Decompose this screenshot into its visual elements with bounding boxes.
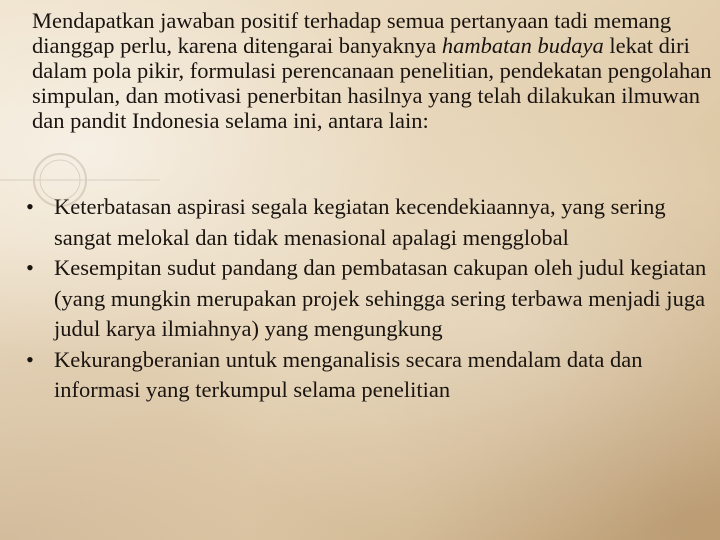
bullet-list bbox=[24, 192, 714, 406]
intro-text-after: lekat diri dalam pola pikir, formulasi perencanaan penelitian, pendekatan pengolahan simpulan, dan motivasi penerbitan hasilnya yang telah dilakukan ilmuwan dan pandit Indonesia selama ini, antara lain: bbox=[32, 33, 712, 133]
bullet-marker: • bbox=[26, 255, 34, 280]
bullet-marker: • bbox=[26, 346, 34, 372]
bullet-text: Kekurangberanian untuk menganalisis secara mendalam data dan informasi yang terkumpul selama penelitian bbox=[54, 346, 643, 402]
bullet-text: Kesempitan sudut pandang dan pembatasan cakupan oleh judul kegiatan (yang mungkin merupakan projek sehingga sering terbawa menjadi juga judul karya ilmiahnya) yang mengungkung bbox=[54, 255, 707, 341]
bullet-marker: • bbox=[26, 194, 34, 219]
intro-paragraph bbox=[32, 8, 712, 133]
list-item bbox=[24, 345, 714, 406]
list-item bbox=[24, 192, 714, 253]
intro-text-before: Mendapatkan jawaban positif terhadap semua pertanyaan tadi memang dianggap perlu, karena ditengarai banyaknya bbox=[32, 8, 672, 58]
intro-emphasis: hambatan budaya bbox=[441, 33, 604, 58]
bullet-text: Keterbatasan aspirasi segala kegiatan kecendekiaannya, yang sering sangat melokal dan tidak menasional apalagi mengglobal bbox=[54, 194, 666, 250]
list-item bbox=[24, 253, 714, 345]
